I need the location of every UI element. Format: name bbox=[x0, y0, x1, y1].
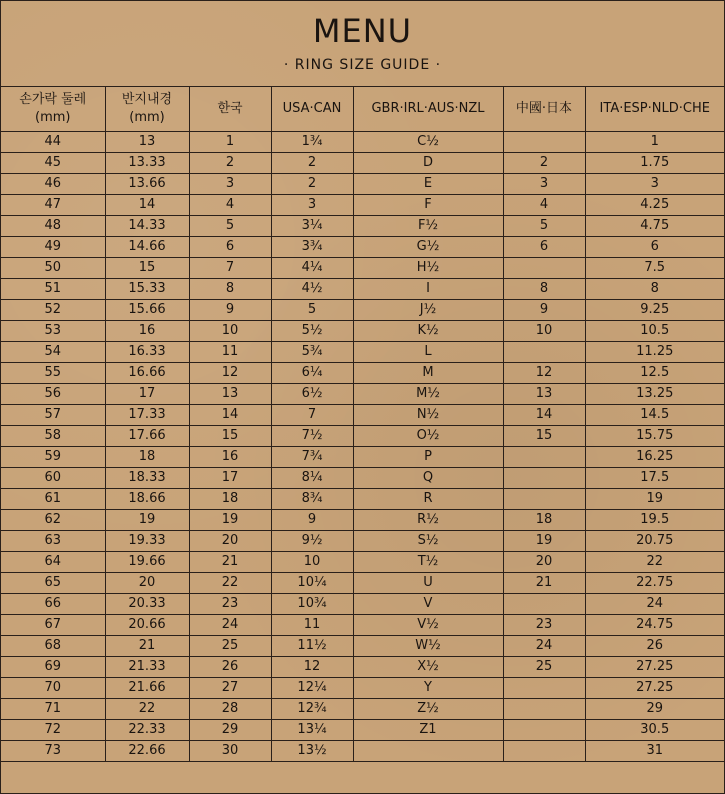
table-cell: 11 bbox=[271, 615, 353, 636]
table-cell: 14 bbox=[189, 405, 271, 426]
table-cell: 20 bbox=[189, 531, 271, 552]
table-cell: 7¾ bbox=[271, 447, 353, 468]
table-cell: F½ bbox=[353, 216, 503, 237]
table-cell: 5 bbox=[503, 216, 585, 237]
table-cell: 4 bbox=[503, 195, 585, 216]
table-cell: 2 bbox=[271, 174, 353, 195]
table-cell: H½ bbox=[353, 258, 503, 279]
table-cell: 23 bbox=[503, 615, 585, 636]
table-cell: 10¾ bbox=[271, 594, 353, 615]
table-cell: 15 bbox=[503, 426, 585, 447]
table-cell: 59 bbox=[1, 447, 105, 468]
table-cell: 14.66 bbox=[105, 237, 189, 258]
page-subtitle: · RING SIZE GUIDE · bbox=[283, 57, 442, 73]
table-cell: 17.5 bbox=[585, 468, 724, 489]
table-cell: 7½ bbox=[271, 426, 353, 447]
table-cell: 11½ bbox=[271, 636, 353, 657]
table-row bbox=[1, 615, 724, 636]
table-cell: 6 bbox=[189, 237, 271, 258]
table-cell: 15 bbox=[189, 426, 271, 447]
table-cell: 10¼ bbox=[271, 573, 353, 594]
table-cell: 19 bbox=[503, 531, 585, 552]
table-cell: 17.66 bbox=[105, 426, 189, 447]
table-cell bbox=[503, 720, 585, 741]
table-row bbox=[1, 531, 724, 552]
table-cell: 14 bbox=[105, 195, 189, 216]
table-cell: 27.25 bbox=[585, 678, 724, 699]
table-cell: 15.75 bbox=[585, 426, 724, 447]
table-cell: 29 bbox=[189, 720, 271, 741]
table-cell: 20.75 bbox=[585, 531, 724, 552]
table-cell: 27 bbox=[189, 678, 271, 699]
table-row bbox=[1, 405, 724, 426]
table-cell: 47 bbox=[1, 195, 105, 216]
table-cell bbox=[503, 132, 585, 153]
table-cell: 26 bbox=[585, 636, 724, 657]
table-cell: 71 bbox=[1, 699, 105, 720]
table-cell: 66 bbox=[1, 594, 105, 615]
table-cell: 25 bbox=[189, 636, 271, 657]
table-cell: 14.33 bbox=[105, 216, 189, 237]
table-cell: 18 bbox=[105, 447, 189, 468]
table-row bbox=[1, 468, 724, 489]
table-row bbox=[1, 132, 724, 153]
table-cell: 13½ bbox=[271, 741, 353, 762]
table-cell: 11.25 bbox=[585, 342, 724, 363]
table-cell: O½ bbox=[353, 426, 503, 447]
table-cell: M bbox=[353, 363, 503, 384]
table-cell: 6½ bbox=[271, 384, 353, 405]
table-cell: 3¼ bbox=[271, 216, 353, 237]
table-cell: 3¾ bbox=[271, 237, 353, 258]
table-cell: 4¼ bbox=[271, 258, 353, 279]
table-cell: 13 bbox=[503, 384, 585, 405]
table-cell: 57 bbox=[1, 405, 105, 426]
table-cell: K½ bbox=[353, 321, 503, 342]
table-row bbox=[1, 426, 724, 447]
table-cell: R½ bbox=[353, 510, 503, 531]
table-cell: 15.33 bbox=[105, 279, 189, 300]
table-cell: 9 bbox=[189, 300, 271, 321]
table-row bbox=[1, 657, 724, 678]
column-header-label: 반지내경 bbox=[121, 92, 173, 107]
table-cell: G½ bbox=[353, 237, 503, 258]
table-cell: 18 bbox=[503, 510, 585, 531]
table-cell: V½ bbox=[353, 615, 503, 636]
table-cell bbox=[503, 468, 585, 489]
table-cell: 21 bbox=[189, 552, 271, 573]
table-cell: 67 bbox=[1, 615, 105, 636]
table-cell: D bbox=[353, 153, 503, 174]
table-cell: 13.25 bbox=[585, 384, 724, 405]
column-header bbox=[503, 87, 585, 132]
table-cell: Y bbox=[353, 678, 503, 699]
table-cell: 14 bbox=[503, 405, 585, 426]
table-cell bbox=[503, 447, 585, 468]
table-cell: 5½ bbox=[271, 321, 353, 342]
table-cell: 21.66 bbox=[105, 678, 189, 699]
table-row bbox=[1, 342, 724, 363]
table-cell: 24 bbox=[503, 636, 585, 657]
table-body bbox=[1, 132, 724, 762]
table-cell: 22.75 bbox=[585, 573, 724, 594]
table-cell: 68 bbox=[1, 636, 105, 657]
table-cell bbox=[503, 741, 585, 762]
table-cell: 17 bbox=[105, 384, 189, 405]
table-cell: 18.66 bbox=[105, 489, 189, 510]
table-cell: 2 bbox=[503, 153, 585, 174]
table-cell: 12.5 bbox=[585, 363, 724, 384]
table-cell: V bbox=[353, 594, 503, 615]
table-cell: 63 bbox=[1, 531, 105, 552]
table-row bbox=[1, 741, 724, 762]
table-cell: 20.66 bbox=[105, 615, 189, 636]
table-cell: 8¾ bbox=[271, 489, 353, 510]
table-row bbox=[1, 594, 724, 615]
table-cell: Z½ bbox=[353, 699, 503, 720]
table-cell: 9½ bbox=[271, 531, 353, 552]
table-cell: 16.25 bbox=[585, 447, 724, 468]
table-cell: Z1 bbox=[353, 720, 503, 741]
table-cell: C½ bbox=[353, 132, 503, 153]
column-header-label: GBR·IRL·AUS·NZL bbox=[371, 101, 485, 116]
table-cell: 7.5 bbox=[585, 258, 724, 279]
table-cell: E bbox=[353, 174, 503, 195]
table-cell: 19.5 bbox=[585, 510, 724, 531]
table-cell: 1 bbox=[585, 132, 724, 153]
table-cell: 11 bbox=[189, 342, 271, 363]
table-cell: 16 bbox=[105, 321, 189, 342]
column-header-label: USA·CAN bbox=[282, 101, 342, 116]
table-cell: 61 bbox=[1, 489, 105, 510]
column-header-label: 한국 bbox=[217, 101, 243, 116]
table-cell: 20 bbox=[105, 573, 189, 594]
table-cell: 56 bbox=[1, 384, 105, 405]
table-cell: 30.5 bbox=[585, 720, 724, 741]
table-cell: 60 bbox=[1, 468, 105, 489]
column-header bbox=[105, 87, 189, 132]
table-row bbox=[1, 237, 724, 258]
table-cell: 4.25 bbox=[585, 195, 724, 216]
table-row bbox=[1, 720, 724, 741]
table-row bbox=[1, 279, 724, 300]
column-header-unit: (mm) bbox=[35, 110, 71, 125]
column-header-unit: (mm) bbox=[129, 110, 165, 125]
table-cell bbox=[353, 741, 503, 762]
table-row bbox=[1, 699, 724, 720]
table-cell: 27.25 bbox=[585, 657, 724, 678]
table-row bbox=[1, 447, 724, 468]
table-cell: 69 bbox=[1, 657, 105, 678]
table-row bbox=[1, 321, 724, 342]
table-cell: 14.5 bbox=[585, 405, 724, 426]
table-cell: 20.33 bbox=[105, 594, 189, 615]
table-cell: 12¾ bbox=[271, 699, 353, 720]
table-cell: W½ bbox=[353, 636, 503, 657]
table-cell: 58 bbox=[1, 426, 105, 447]
table-cell: 15 bbox=[105, 258, 189, 279]
table-cell: 46 bbox=[1, 174, 105, 195]
table-cell: 19.66 bbox=[105, 552, 189, 573]
column-header-label: 中國·日本 bbox=[515, 101, 573, 116]
table-cell: 8¼ bbox=[271, 468, 353, 489]
table-cell: 30 bbox=[189, 741, 271, 762]
table-cell: M½ bbox=[353, 384, 503, 405]
column-header bbox=[189, 87, 271, 132]
table-cell: 29 bbox=[585, 699, 724, 720]
table-row bbox=[1, 258, 724, 279]
table-cell: 13 bbox=[105, 132, 189, 153]
table-cell: 6 bbox=[585, 237, 724, 258]
table-cell: R bbox=[353, 489, 503, 510]
table-cell: 10.5 bbox=[585, 321, 724, 342]
table-cell: 54 bbox=[1, 342, 105, 363]
table-cell: 12 bbox=[189, 363, 271, 384]
table-cell: 17 bbox=[189, 468, 271, 489]
table-cell: P bbox=[353, 447, 503, 468]
table-cell: Q bbox=[353, 468, 503, 489]
table-cell: 13.33 bbox=[105, 153, 189, 174]
table-cell: 73 bbox=[1, 741, 105, 762]
table-row bbox=[1, 363, 724, 384]
table-row bbox=[1, 384, 724, 405]
table-cell: 45 bbox=[1, 153, 105, 174]
column-header-label: ITA·ESP·NLD·CHE bbox=[599, 101, 710, 116]
table-cell: 25 bbox=[503, 657, 585, 678]
table-row bbox=[1, 552, 724, 573]
table-row bbox=[1, 510, 724, 531]
table-row bbox=[1, 636, 724, 657]
table-cell: 2 bbox=[189, 153, 271, 174]
table-cell: 1.75 bbox=[585, 153, 724, 174]
table-row bbox=[1, 195, 724, 216]
table-cell: 9.25 bbox=[585, 300, 724, 321]
table-cell: 8 bbox=[189, 279, 271, 300]
table-cell: X½ bbox=[353, 657, 503, 678]
table-cell: 4.75 bbox=[585, 216, 724, 237]
column-header-label: 손가락 둘레 bbox=[19, 92, 87, 107]
table-cell: 10 bbox=[189, 321, 271, 342]
table-cell: 19.33 bbox=[105, 531, 189, 552]
table-cell: 22.66 bbox=[105, 741, 189, 762]
table-cell: 19 bbox=[585, 489, 724, 510]
table-cell: 18 bbox=[189, 489, 271, 510]
table-row bbox=[1, 678, 724, 699]
table-cell: 16.33 bbox=[105, 342, 189, 363]
table-cell: 8 bbox=[585, 279, 724, 300]
table-cell: U bbox=[353, 573, 503, 594]
table-cell: 13 bbox=[189, 384, 271, 405]
table-cell: 4½ bbox=[271, 279, 353, 300]
table-cell: 12¼ bbox=[271, 678, 353, 699]
ring-size-table bbox=[1, 87, 724, 762]
table-cell: 53 bbox=[1, 321, 105, 342]
table-cell: 22 bbox=[585, 552, 724, 573]
table-cell: 6¼ bbox=[271, 363, 353, 384]
table-cell: T½ bbox=[353, 552, 503, 573]
table-cell: 22 bbox=[189, 573, 271, 594]
table-cell: L bbox=[353, 342, 503, 363]
table-cell: 3 bbox=[189, 174, 271, 195]
table-cell: N½ bbox=[353, 405, 503, 426]
table-cell: 28 bbox=[189, 699, 271, 720]
table-cell: 4 bbox=[189, 195, 271, 216]
table-cell: 5 bbox=[189, 216, 271, 237]
table-row bbox=[1, 216, 724, 237]
table-cell: 3 bbox=[271, 195, 353, 216]
table-cell: J½ bbox=[353, 300, 503, 321]
table-cell: 12 bbox=[271, 657, 353, 678]
table-header-row bbox=[1, 87, 724, 132]
table-cell: 72 bbox=[1, 720, 105, 741]
column-header bbox=[1, 87, 105, 132]
table-cell: 6 bbox=[503, 237, 585, 258]
table-cell: 21 bbox=[503, 573, 585, 594]
table-cell: 24.75 bbox=[585, 615, 724, 636]
table-row bbox=[1, 153, 724, 174]
table-cell: 22 bbox=[105, 699, 189, 720]
table-cell: 8 bbox=[503, 279, 585, 300]
table-cell: 48 bbox=[1, 216, 105, 237]
table-cell: F bbox=[353, 195, 503, 216]
table-cell: 13.66 bbox=[105, 174, 189, 195]
table-cell: 9 bbox=[503, 300, 585, 321]
table-cell: I bbox=[353, 279, 503, 300]
column-header bbox=[585, 87, 724, 132]
table-cell bbox=[503, 258, 585, 279]
table-cell: 13¼ bbox=[271, 720, 353, 741]
table-cell bbox=[503, 489, 585, 510]
table-cell: 1 bbox=[189, 132, 271, 153]
table-row bbox=[1, 300, 724, 321]
table-cell: 19 bbox=[189, 510, 271, 531]
table-row bbox=[1, 573, 724, 594]
table-cell: 10 bbox=[503, 321, 585, 342]
table-cell: S½ bbox=[353, 531, 503, 552]
table-cell: 2 bbox=[271, 153, 353, 174]
table-cell: 1¾ bbox=[271, 132, 353, 153]
table-cell: 3 bbox=[503, 174, 585, 195]
table-cell: 19 bbox=[105, 510, 189, 531]
table-row bbox=[1, 489, 724, 510]
table-cell bbox=[503, 594, 585, 615]
table-cell: 12 bbox=[503, 363, 585, 384]
table-cell: 9 bbox=[271, 510, 353, 531]
table-cell: 17.33 bbox=[105, 405, 189, 426]
table-cell: 21.33 bbox=[105, 657, 189, 678]
table-row bbox=[1, 174, 724, 195]
table-cell: 7 bbox=[189, 258, 271, 279]
table-cell: 31 bbox=[585, 741, 724, 762]
table-cell: 22.33 bbox=[105, 720, 189, 741]
table-cell: 18.33 bbox=[105, 468, 189, 489]
header bbox=[1, 1, 724, 87]
table-cell: 52 bbox=[1, 300, 105, 321]
table-cell bbox=[503, 699, 585, 720]
table-cell: 24 bbox=[585, 594, 724, 615]
table-cell: 62 bbox=[1, 510, 105, 531]
column-header bbox=[271, 87, 353, 132]
table-cell: 16.66 bbox=[105, 363, 189, 384]
column-header bbox=[353, 87, 503, 132]
table-cell: 15.66 bbox=[105, 300, 189, 321]
table-cell: 21 bbox=[105, 636, 189, 657]
table-cell: 55 bbox=[1, 363, 105, 384]
table-cell: 23 bbox=[189, 594, 271, 615]
table-cell: 5 bbox=[271, 300, 353, 321]
table-cell: 65 bbox=[1, 573, 105, 594]
table-cell: 64 bbox=[1, 552, 105, 573]
table-cell: 20 bbox=[503, 552, 585, 573]
table-cell: 3 bbox=[585, 174, 724, 195]
table-cell: 7 bbox=[271, 405, 353, 426]
table-cell: 44 bbox=[1, 132, 105, 153]
table-cell bbox=[503, 678, 585, 699]
table-cell: 51 bbox=[1, 279, 105, 300]
table-cell: 26 bbox=[189, 657, 271, 678]
table-cell: 49 bbox=[1, 237, 105, 258]
table-cell bbox=[503, 342, 585, 363]
table-cell: 24 bbox=[189, 615, 271, 636]
table-cell: 5¾ bbox=[271, 342, 353, 363]
table-cell: 70 bbox=[1, 678, 105, 699]
page-title: MENU bbox=[312, 12, 413, 50]
table-cell: 50 bbox=[1, 258, 105, 279]
table-cell: 16 bbox=[189, 447, 271, 468]
table-cell: 10 bbox=[271, 552, 353, 573]
